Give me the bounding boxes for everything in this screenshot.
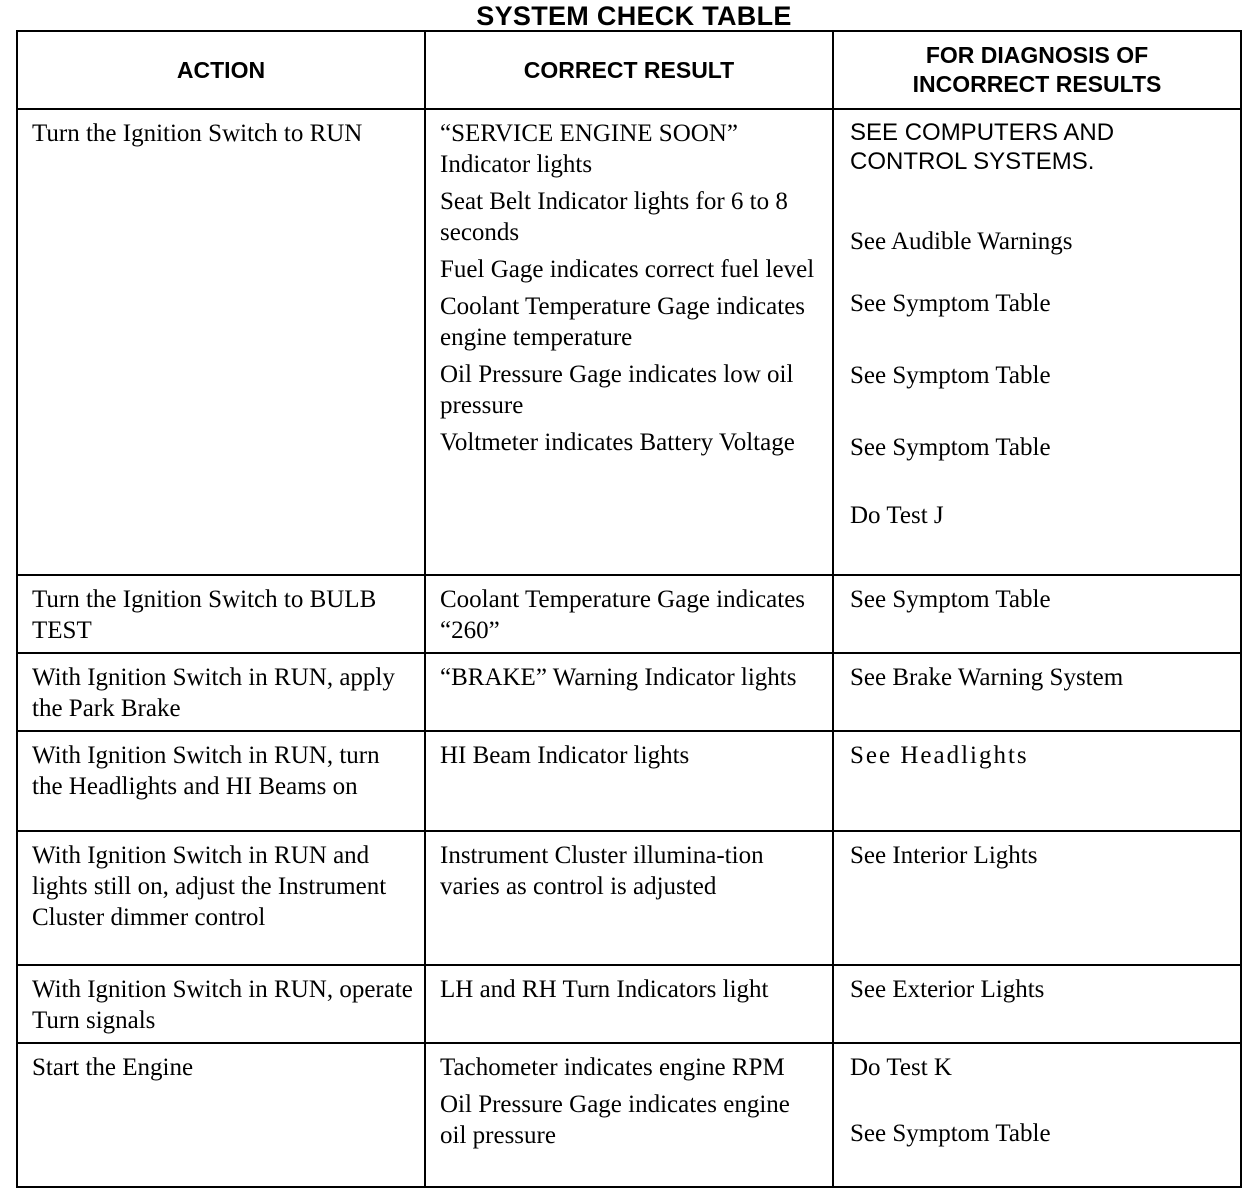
result-cell: [425, 109, 833, 575]
result-cell: Instrument Cluster illumina-tion varies as control is adjusted: [425, 831, 833, 965]
table-row: [17, 731, 1241, 831]
result-item: Tachometer indicates engine RPM: [440, 1054, 785, 1081]
result-cell: “BRAKE” Warning Indicator lights: [425, 653, 833, 731]
header-diagnosis-line1: FOR DIAGNOSIS OF: [925, 42, 1149, 68]
diagnosis-item: See Symptom Table: [850, 434, 1051, 461]
table-row: [17, 109, 1241, 575]
diagnosis-cell: See Brake Warning System: [833, 653, 1241, 731]
result-item: “SERVICE ENGINE SOON” Indicator lights: [440, 120, 738, 178]
diagnosis-cell: [833, 1043, 1241, 1187]
action-cell: With Ignition Switch in RUN, turn the Headlights and HI Beams on: [17, 731, 425, 831]
result-cell: [425, 1043, 833, 1187]
result-item: Voltmeter indicates Battery Voltage: [440, 429, 795, 456]
result-item: Oil Pressure Gage indicates engine oil pressure: [440, 1091, 790, 1149]
header-row: [17, 31, 1241, 109]
diagnosis-item: See Symptom Table: [850, 362, 1051, 389]
action-cell: With Ignition Switch in RUN, operate Turn signals: [17, 965, 425, 1043]
table-row: [17, 575, 1241, 653]
action-cell: Turn the Ignition Switch to BULB TEST: [17, 575, 425, 653]
header-diagnosis: [833, 31, 1241, 109]
system-check-table: [16, 30, 1242, 1188]
result-cell: HI Beam Indicator lights: [425, 731, 833, 831]
header-diagnosis-line2: INCORRECT RESULTS: [912, 71, 1162, 97]
action-cell: With Ignition Switch in RUN and lights still on, adjust the Instrument Cluster dimmer control: [17, 831, 425, 965]
diagnosis-item: Do Test J: [850, 502, 944, 529]
diagnosis-cell: See Symptom Table: [833, 575, 1241, 653]
result-item: Seat Belt Indicator lights for 6 to 8 seconds: [440, 188, 788, 246]
header-action: ACTION: [17, 31, 425, 109]
table-row: [17, 653, 1241, 731]
header-correct-result: CORRECT RESULT: [425, 31, 833, 109]
table-row: [17, 965, 1241, 1043]
diagnosis-cell: See Interior Lights: [833, 831, 1241, 965]
diagnosis-item: See Symptom Table: [850, 290, 1051, 317]
result-cell: Coolant Temperature Gage indicates “260”: [425, 575, 833, 653]
result-item: Fuel Gage indicates correct fuel level: [440, 256, 815, 283]
diagnosis-item: SEE COMPUTERS AND CONTROL SYSTEMS.: [850, 119, 1115, 175]
diagnosis-cell: See Exterior Lights: [833, 965, 1241, 1043]
diagnosis-cell: See Headlights: [833, 731, 1241, 831]
table-row: [17, 831, 1241, 965]
action-cell: With Ignition Switch in RUN, apply the Park Brake: [17, 653, 425, 731]
diagnosis-cell: [833, 109, 1241, 575]
diagnosis-item: See Audible Warnings: [850, 228, 1073, 255]
result-cell: LH and RH Turn Indicators light: [425, 965, 833, 1043]
action-cell: Start the Engine: [17, 1043, 425, 1187]
diagnosis-item: See Symptom Table: [850, 1120, 1051, 1147]
diagnosis-item: Do Test K: [850, 1054, 952, 1081]
result-item: Coolant Temperature Gage indicates engine temperature: [440, 293, 806, 351]
result-item: Oil Pressure Gage indicates low oil pressure: [440, 361, 794, 419]
table-row: [17, 1043, 1241, 1187]
page-title: SYSTEM CHECK TABLE: [476, 1, 792, 31]
action-cell: Turn the Ignition Switch to RUN: [17, 109, 425, 575]
